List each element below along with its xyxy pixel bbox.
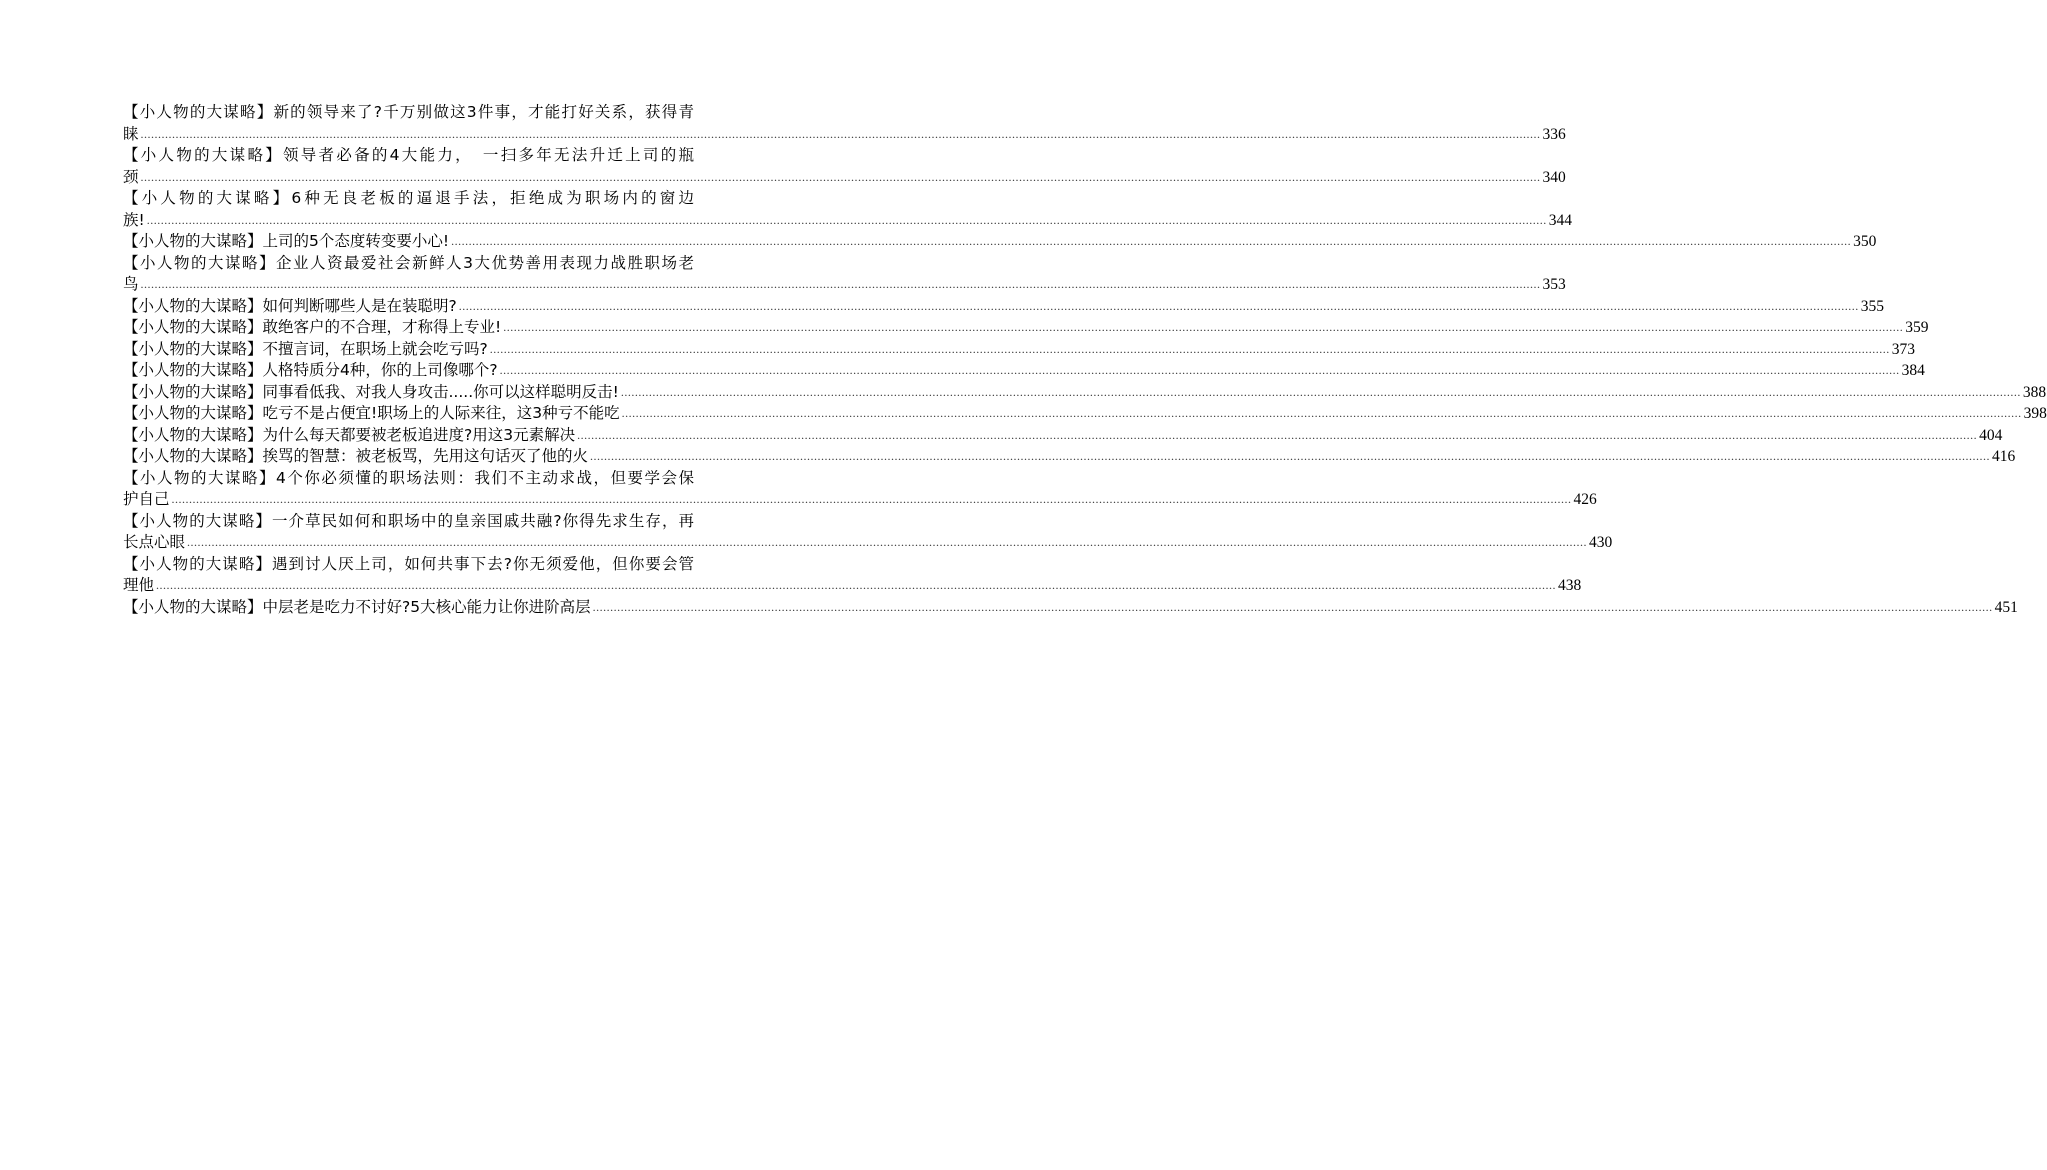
- toc-entry-title-line2: 理他: [123, 576, 155, 594]
- table-of-contents: [123, 102, 2047, 618]
- dot-leader: ................................................................................................................................................................................................................................................................................................................................................................................................................: [140, 169, 1541, 184]
- toc-entry-title-line1: 【小人物的大谋略】新的领导来了?千万别做这3件事，才能打好关系，获得青: [123, 103, 694, 121]
- toc-entry[interactable]: [123, 102, 1566, 145]
- toc-entry-page-number: 336: [1542, 125, 1566, 143]
- toc-entry[interactable]: [123, 468, 1597, 511]
- toc-entry-title-line1: 【小人物的大谋略】遇到讨人厌上司，如何共事下去?你无须爱他，但你要会管: [123, 554, 694, 573]
- toc-entry-title-line1: 【小人物的大谋略】企业人资最爱社会新鲜人3大优势善用表现力战胜职场老: [123, 253, 694, 272]
- toc-entry-page-number: 344: [1548, 211, 1572, 229]
- toc-entry-title-line1: 【小人物的大谋略】领导者必备的4大能力， 一扫多年无法升迁上司的瓶: [123, 146, 694, 164]
- toc-entry-title-line2: 睐: [123, 124, 139, 143]
- toc-entry[interactable]: [123, 253, 1566, 296]
- toc-entry-title-line2: 族!: [123, 210, 145, 229]
- toc-entry-title: 【小人物的大谋略】同事看低我、对我人身攻击.....你可以这样聪明反击!: [123, 382, 619, 401]
- toc-entry[interactable]: [123, 339, 1915, 361]
- dot-leader: ................................................................................................................................................................................................................................................................................................................................................................................................................: [621, 406, 2022, 420]
- toc-entry-page-number: 388: [2022, 383, 2047, 401]
- dot-leader: ................................................................................................................................................................................................................................................................................................................................................................................................................: [590, 449, 1991, 463]
- toc-entry-title: 【小人物的大谋略】中层老是吃力不讨好?5大核心能力让你进阶高层: [123, 597, 591, 616]
- toc-entry[interactable]: [123, 597, 2018, 619]
- toc-entry-title: 【小人物的大谋略】人格特质分4种，你的上司像哪个?: [123, 361, 498, 379]
- toc-entry[interactable]: [123, 554, 1582, 597]
- toc-entry[interactable]: [123, 317, 1929, 339]
- toc-entry-page-number: 355: [1860, 297, 1884, 315]
- dot-leader: ................................................................................................................................................................................................................................................................................................................................................................................................................: [146, 212, 1547, 227]
- toc-entry-page-number: 451: [1994, 598, 2018, 616]
- toc-entry-title: 【小人物的大谋略】为什么每天都要被老板追进度?用这3元素解决: [123, 425, 576, 444]
- toc-entry-page-number: 430: [1589, 534, 1613, 551]
- dot-leader: ................................................................................................................................................................................................................................................................................................................................................................................................................: [577, 427, 1978, 442]
- toc-entry-page-number: 404: [1979, 426, 2003, 444]
- toc-entry-title: 【小人物的大谋略】吃亏不是占便宜!职场上的人际来往，这3种亏不能吃: [123, 404, 620, 422]
- toc-entry-page-number: 426: [1573, 491, 1597, 508]
- dot-leader: ................................................................................................................................................................................................................................................................................................................................................................................................................: [592, 599, 1993, 614]
- dot-leader: ................................................................................................................................................................................................................................................................................................................................................................................................................: [620, 384, 2021, 399]
- dot-leader: ................................................................................................................................................................................................................................................................................................................................................................................................................: [140, 277, 1541, 291]
- toc-entry[interactable]: [123, 403, 2047, 425]
- toc-entry-title-line2: 颈: [123, 167, 139, 186]
- toc-entry-page-number: 416: [1992, 448, 2016, 465]
- toc-entry-page-number: 353: [1542, 276, 1566, 293]
- dot-leader: ................................................................................................................................................................................................................................................................................................................................................................................................................: [458, 298, 1859, 313]
- toc-entry-title: 【小人物的大谋略】如何判断哪些人是在装聪明?: [123, 296, 457, 315]
- toc-entry-page-number: 340: [1542, 168, 1566, 186]
- toc-entry-page-number: 398: [2023, 405, 2047, 422]
- toc-entry[interactable]: [123, 231, 1877, 253]
- toc-entry-page-number: 373: [1891, 340, 1915, 358]
- toc-entry-page-number: 350: [1853, 233, 1877, 250]
- toc-entry-title-line1: 【小人物的大谋略】6种无良老板的逼退手法，拒绝成为职场内的窗边: [123, 189, 694, 207]
- toc-entry-title: 【小人物的大谋略】挨骂的智慧：被老板骂，先用这句话灭了他的火: [123, 447, 589, 465]
- toc-entry-title: 【小人物的大谋略】上司的5个态度转变要小心!: [123, 232, 450, 250]
- toc-entry[interactable]: [123, 382, 2047, 404]
- toc-entry-title: 【小人物的大谋略】敢绝客户的不合理，才称得上专业!: [123, 318, 502, 336]
- dot-leader: ................................................................................................................................................................................................................................................................................................................................................................................................................: [140, 126, 1541, 141]
- dot-leader: ................................................................................................................................................................................................................................................................................................................................................................................................................: [499, 363, 1900, 377]
- toc-entry-title-line2: 长点心眼: [123, 533, 186, 551]
- toc-entry[interactable]: [123, 511, 1613, 554]
- toc-entry-page-number: 384: [1901, 362, 1925, 379]
- dot-leader: ................................................................................................................................................................................................................................................................................................................................................................................................................: [171, 492, 1572, 506]
- dot-leader: ................................................................................................................................................................................................................................................................................................................................................................................................................: [503, 320, 1904, 334]
- toc-entry[interactable]: [123, 296, 1884, 318]
- toc-entry[interactable]: [123, 145, 1566, 188]
- toc-entry-title-line1: 【小人物的大谋略】一介草民如何和职场中的皇亲国戚共融?你得先求生存，再: [123, 511, 694, 530]
- dot-leader: ................................................................................................................................................................................................................................................................................................................................................................................................................: [187, 535, 1588, 549]
- toc-entry-title-line2: 鸟: [123, 275, 139, 293]
- toc-entry[interactable]: [123, 425, 2003, 447]
- toc-entry[interactable]: [123, 360, 1925, 382]
- dot-leader: ................................................................................................................................................................................................................................................................................................................................................................................................................: [451, 234, 1852, 248]
- toc-entry[interactable]: [123, 188, 1572, 231]
- dot-leader: ................................................................................................................................................................................................................................................................................................................................................................................................................: [156, 578, 1557, 592]
- toc-entry-page-number: 438: [1558, 577, 1582, 594]
- toc-entry-title-line2: 护自己: [123, 490, 170, 508]
- toc-entry-title-line1: 【小人物的大谋略】4个你必须懂的职场法则：我们不主动求战，但要学会保: [123, 468, 694, 487]
- toc-entry-title: 【小人物的大谋略】不擅言词，在职场上就会吃亏吗?: [123, 339, 488, 358]
- dot-leader: ................................................................................................................................................................................................................................................................................................................................................................................................................: [489, 341, 1890, 356]
- toc-entry[interactable]: [123, 446, 2016, 468]
- toc-entry-page-number: 359: [1905, 319, 1929, 336]
